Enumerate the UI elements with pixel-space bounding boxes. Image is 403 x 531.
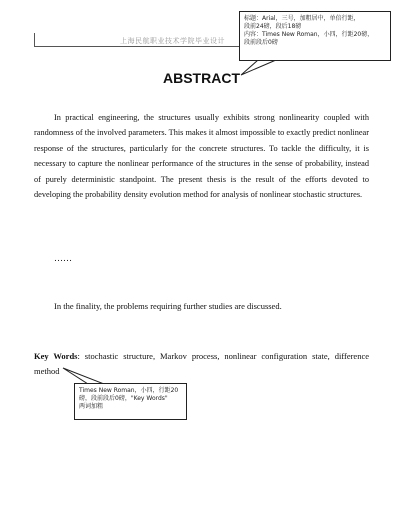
callout-line: Times New Roman，小四，行距20 (79, 387, 179, 394)
keywords-format-callout (74, 383, 187, 420)
omission-ellipsis: …… (54, 253, 72, 263)
keywords-line (34, 349, 369, 379)
abstract-text: In practical engineering, the structures usually exhibits strong nonlinearity coupled with randomness of the involved parameters. This makes it almost impossible to exactly predict nonlinear response of the structures, particularly for the concrete structures. To tackle the difficulty, it is necessary to capture the nonlinear performance of the structures in the sense of probability, instead of purely deterministic standpoint. The present thesis is the result of the efforts devoted to developing the probability density evolution method for analysis of nonlinear stochastic structures. (34, 113, 369, 200)
callout-line: 两词加粗 (79, 403, 104, 410)
abstract-title: ABSTRACT (163, 70, 240, 86)
running-header: 上海民航职业技术学院毕业设计 (120, 37, 225, 45)
title-format-callout (239, 11, 391, 61)
callout-line: 段前24磅，段后18磅 (244, 23, 302, 30)
callout-line: 标题：Arial，三号，加粗居中，单倍行距， (244, 15, 360, 22)
abstract-paragraph (34, 110, 369, 202)
keywords-text: : stochastic structure, Markov process, nonlinear configuration state, difference method (34, 351, 370, 376)
callout-line: 内容：Times New Roman，小四，行距20磅， (244, 31, 374, 38)
callout-line: 磅，段前段后0磅，"Key Words" (79, 395, 168, 402)
keywords-label: Key Words (34, 351, 78, 361)
finality-paragraph: In the finality, the problems requiring further studies are discussed. (54, 301, 282, 311)
callout-line: 段前段后0磅 (244, 39, 278, 46)
